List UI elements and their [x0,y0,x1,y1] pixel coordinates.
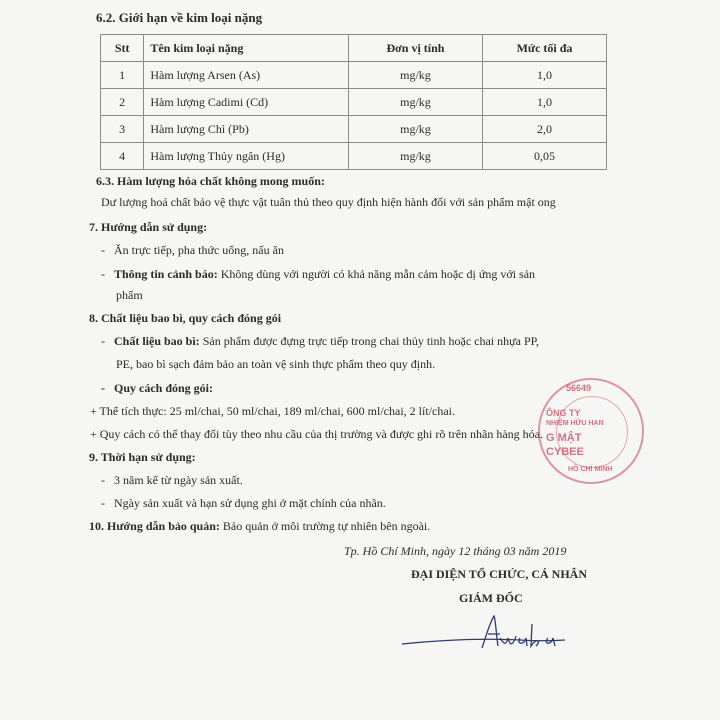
cell-max-level: 2,0 [482,116,606,143]
cell-metal-name: Hàm lượng Chì (Pb) [144,116,349,143]
storage-text: Bảo quản ở môi trường tự nhiên bên ngoài. [219,519,431,533]
list-item [101,266,535,282]
pack-spec-label: Quy cách đóng gói: [114,381,214,395]
table-row [101,116,607,143]
cell-metal-name: Hàm lượng Cadimi (Cd) [144,89,349,116]
list-item [101,380,213,396]
company-seal [538,378,644,484]
cell-unit: mg/kg [348,62,482,89]
section-9-heading: 9. Thời hạn sử dụng: [89,450,196,464]
list-item [101,495,386,511]
section-6-3-text: Dư lượng hoá chất bảo vệ thực vật tuân thủ theo quy định hiện hành đối với sản phẩm mật ong [101,195,556,209]
table-row [101,62,607,89]
cell-metal-name: Hàm lượng Arsen (As) [144,62,349,89]
seal-text: NHIỆM HỮU HẠN [546,420,604,427]
packaging-text: Sản phẩm được đựng trực tiếp trong chai thủy tinh hoặc chai nhựa PP, [199,334,539,348]
director-title: GIÁM ĐỐC [459,591,523,605]
cell-metal-name: Hàm lượng Thủy ngân (Hg) [144,143,349,170]
usage-item: Ăn trực tiếp, pha thức uống, nấu ăn [114,243,284,257]
section-10 [89,518,430,534]
cell-max-level: 0,05 [482,143,606,170]
dash-bullet: - [101,381,114,395]
seal-text: ÔNG TY [546,408,581,418]
list-item [101,472,243,488]
cell-stt: 3 [101,116,144,143]
packaging-text-cont: PE, bao bì sạch đảm bảo an toàn vệ sinh thực phẩm theo quy định. [116,357,436,371]
representative-title: ĐẠI DIỆN TỔ CHỨC, CÁ NHÂN [411,567,588,581]
seal-number: 56649 [566,383,592,393]
cell-unit: mg/kg [348,143,482,170]
section-6-3-heading: 6.3. Hàm lượng hóa chất không mong muốn: [96,174,325,188]
volume-line: + Thể tích thực: 25 ml/chai, 50 ml/chai, 189 ml/chai, 600 ml/chai, 2 lít/chai. [90,404,455,418]
seal-text: G MẬT [546,432,582,444]
header-unit: Đơn vị tính [348,35,482,62]
section-8-heading: 8. Chất liệu bao bì, quy cách đóng gói [89,311,282,325]
place-date: Tp. Hồ Chí Minh, ngày 12 tháng 03 năm 2019 [344,544,567,558]
dash-bullet: - [101,473,114,487]
cell-unit: mg/kg [348,116,482,143]
cell-stt: 2 [101,89,144,116]
header-max-level: Mức tối đa [482,35,606,62]
list-item [101,333,539,349]
table-row [101,89,607,116]
warning-text: Không dùng với người có khả năng mẫn cảm hoặc dị ứng với sản [217,267,536,281]
seal-text: HỒ CHÍ MINH [568,466,613,473]
section-7-heading: 7. Hướng dẫn sử dụng: [89,220,208,234]
date-label-item: Ngày sản xuất và hạn sử dụng ghi ở mặt chính của nhãn. [114,496,386,510]
header-stt: Stt [101,35,144,62]
spec-change-line: + Quy cách có thể thay đổi tùy theo nhu cầu của thị trường và được ghi rõ trên nhãn hàng hóa. [90,427,544,441]
section-6-2-heading: 6.2. Giới hạn về kim loại nặng [96,10,263,25]
heavy-metals-table [100,34,607,170]
dash-bullet: - [101,496,114,510]
cell-max-level: 1,0 [482,89,606,116]
header-metal-name: Tên kim loại nặng [144,35,349,62]
warning-text-cont: phẩm [116,288,143,302]
warning-label: Thông tin cảnh báo: [114,267,218,281]
cell-stt: 4 [101,143,144,170]
cell-max-level: 1,0 [482,62,606,89]
storage-label: 10. Hướng dẫn bảo quản: [89,519,220,533]
dash-bullet: - [101,267,114,281]
shelf-life-item: 3 năm kể từ ngày sản xuất. [114,473,243,487]
signature-icon [400,608,570,658]
packaging-label: Chất liệu bao bì: [114,334,200,348]
table-header-row [101,35,607,62]
cell-stt: 1 [101,62,144,89]
seal-text: CYBEE [546,446,584,458]
cell-unit: mg/kg [348,89,482,116]
dash-bullet: - [101,243,114,257]
table-row [101,143,607,170]
dash-bullet: - [101,334,114,348]
list-item [101,242,284,258]
